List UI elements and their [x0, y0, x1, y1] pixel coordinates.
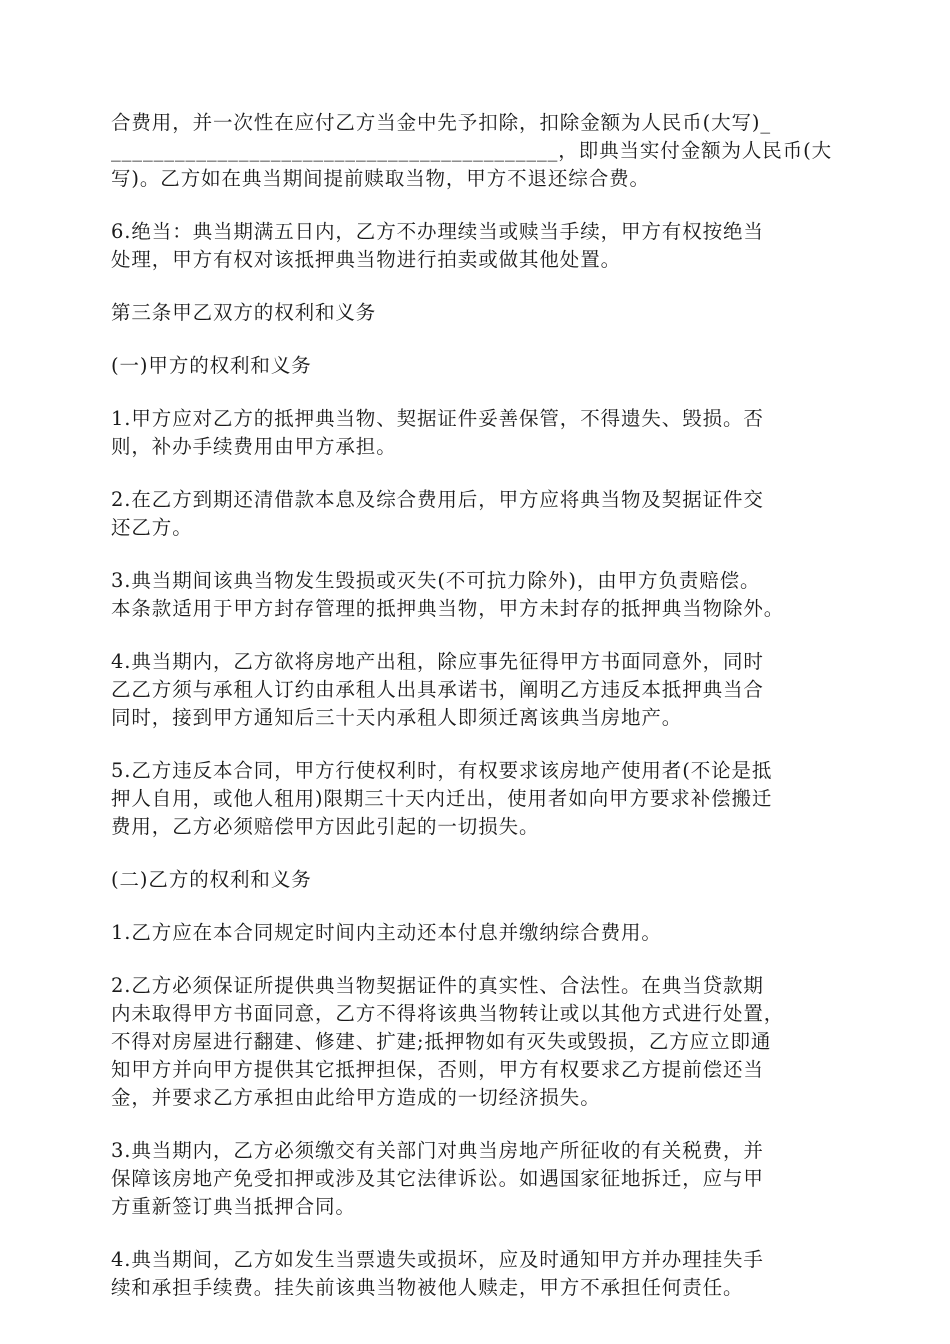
paragraph-line: 内未取得甲方书面同意，乙方不得将该典当物转让或以其他方式进行处置， — [111, 1002, 785, 1025]
document-paragraph — [111, 218, 843, 274]
paragraph-line: 2.乙方必须保证所提供典当物契据证件的真实性、合法性。在典当贷款期 — [111, 974, 764, 997]
paragraph-line: 1.乙方应在本合同规定时间内主动还本付息并缴纳综合费用。 — [111, 921, 662, 944]
paragraph-line: 写)。乙方如在典当期间提前赎取当物，甲方不退还综合费。 — [111, 167, 650, 190]
document-paragraph — [111, 1137, 843, 1221]
paragraph-line: 同时，接到甲方通知后三十天内承租人即须迁离该典当房地产。 — [111, 706, 683, 729]
document-paragraph — [111, 1246, 843, 1302]
paragraph-line: (一)甲方的权利和义务 — [111, 354, 312, 377]
paragraph-line: 方重新签订典当抵押合同。 — [111, 1195, 356, 1218]
paragraph-line: 不得对房屋进行翻建、修建、扩建;抵押物如有灭失或毁损，乙方应立即通 — [111, 1030, 772, 1053]
document-paragraph — [111, 109, 843, 193]
document-paragraph — [111, 648, 843, 732]
document-paragraph — [111, 352, 843, 380]
paragraph-line: 则，补办手续费用由甲方承担。 — [111, 435, 397, 458]
document-paragraph — [111, 486, 843, 542]
paragraph-line: 续和承担手续费。挂失前该典当物被他人赎走，甲方不承担任何责任。 — [111, 1276, 744, 1299]
document-paragraph — [111, 866, 843, 894]
paragraph-line: (二)乙方的权利和义务 — [111, 868, 312, 891]
paragraph-line: 6.绝当：典当期满五日内，乙方不办理续当或赎当手续，甲方有权按绝当 — [111, 220, 764, 243]
paragraph-line: 处理，甲方有权对该抵押典当物进行拍卖或做其他处置。 — [111, 248, 622, 271]
paragraph-line: 第三条甲乙双方的权利和义务 — [111, 301, 377, 324]
paragraph-line: 5.乙方违反本合同，甲方行使权利时，有权要求该房地产使用者(不论是抵 — [111, 759, 773, 782]
paragraph-line: 还乙方。 — [111, 516, 193, 539]
paragraph-line: 知甲方并向甲方提供其它抵押担保，否则，甲方有权要求乙方提前偿还当 — [111, 1058, 764, 1081]
paragraph-line: __________________________________________，即典当实付金额为人民币(大 — [111, 139, 833, 162]
paragraph-line: 乙乙方须与承租人订约由承租人出具承诺书，阐明乙方违反本抵押典当合 — [111, 678, 764, 701]
paragraph-line: 保障该房地产免受扣押或涉及其它法律诉讼。如遇国家征地拆迁，应与甲 — [111, 1167, 764, 1190]
paragraph-line: 合费用，并一次性在应付乙方当金中先予扣除，扣除金额为人民币(大写)_ — [111, 111, 772, 134]
paragraph-line: 费用，乙方必须赔偿甲方因此引起的一切损失。 — [111, 815, 540, 838]
document-page — [111, 109, 843, 1327]
paragraph-line: 本条款适用于甲方封存管理的抵押典当物，甲方未封存的抵押典当物除外。 — [111, 597, 785, 620]
paragraph-line: 金，并要求乙方承担由此给甲方造成的一切经济损失。 — [111, 1086, 601, 1109]
paragraph-line: 3.典当期内，乙方必须缴交有关部门对典当房地产所征收的有关税费，并 — [111, 1139, 764, 1162]
paragraph-line: 4.典当期内，乙方欲将房地产出租，除应事先征得甲方书面同意外，同时 — [111, 650, 764, 673]
document-paragraph — [111, 919, 843, 947]
document-paragraph — [111, 299, 843, 327]
paragraph-line: 2.在乙方到期还清借款本息及综合费用后，甲方应将典当物及契据证件交 — [111, 488, 764, 511]
paragraph-line: 4.典当期间，乙方如发生当票遗失或损坏，应及时通知甲方并办理挂失手 — [111, 1248, 764, 1271]
document-paragraph — [111, 405, 843, 461]
document-paragraph — [111, 972, 843, 1112]
paragraph-line: 押人自用，或他人租用)限期三十天内迁出，使用者如向甲方要求补偿搬迁 — [111, 787, 773, 810]
document-paragraph — [111, 567, 843, 623]
document-paragraph — [111, 757, 843, 841]
paragraph-line: 1.甲方应对乙方的抵押典当物、契据证件妥善保管，不得遗失、毁损。否 — [111, 407, 764, 430]
paragraph-line: 3.典当期间该典当物发生毁损或灭失(不可抗力除外)，由甲方负责赔偿。 — [111, 569, 761, 592]
